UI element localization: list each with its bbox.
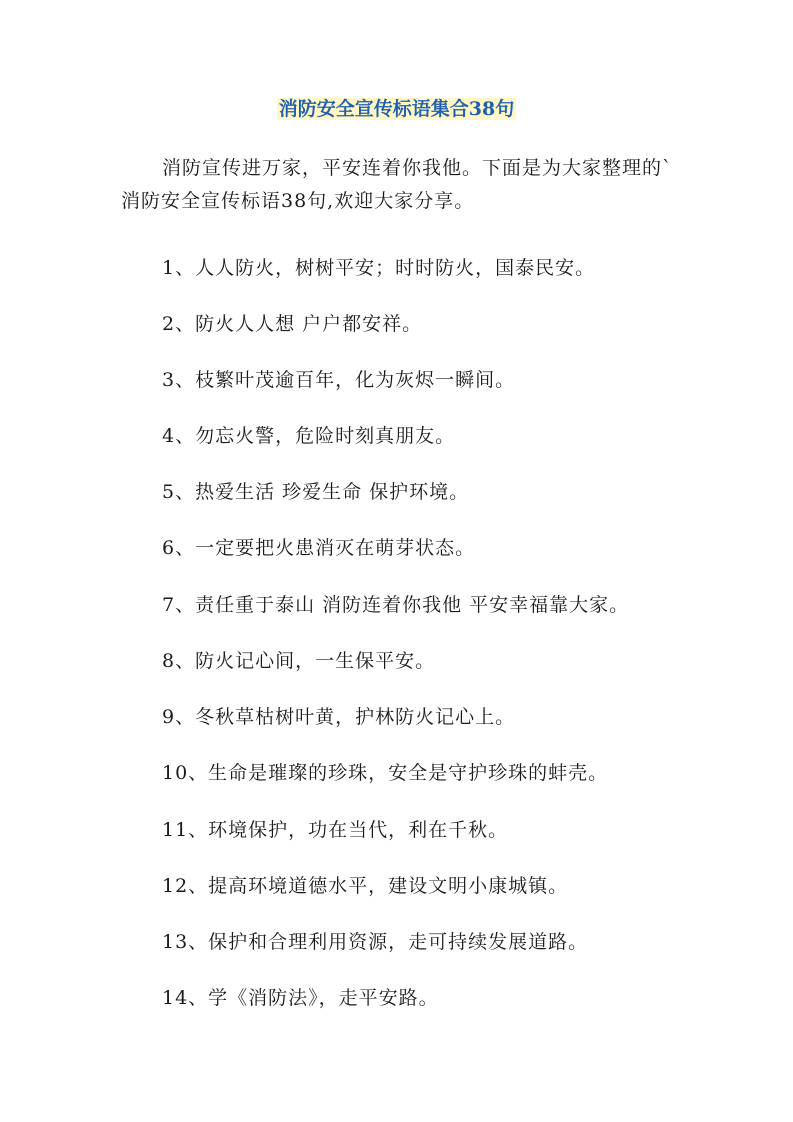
- list-item: 6、一定要把火患消灭在萌芽状态。: [162, 537, 476, 559]
- list-item: 4、勿忘火警，危险时刻真朋友。: [162, 425, 456, 447]
- list-item: 12、提高环境道德水平，建设文明小康城镇。: [162, 875, 569, 897]
- document-title: [0, 94, 793, 124]
- list-item: 9、冬秋草枯树叶黄，护林防火记心上。: [162, 706, 516, 728]
- list-item: 7、责任重于泰山 消防连着你我他 平安幸福靠大家。: [162, 594, 630, 616]
- list-item: 11、环境保护，功在当代，利在千秋。: [162, 819, 509, 841]
- document-title-text: 消防安全宣传标语集合38句: [278, 98, 515, 120]
- list-item: 1、人人防火，树树平安；时时防火，国泰民安。: [162, 257, 596, 279]
- list-item: 2、防火人人想 户户都安祥。: [162, 313, 423, 335]
- list-item: 8、防火记心间，一生保平安。: [162, 650, 436, 672]
- list-item: 13、保护和合理利用资源，走可持续发展道路。: [162, 931, 589, 953]
- list-item: 14、学《消防法》，走平安路。: [162, 987, 439, 1009]
- list-item: 10、生命是璀璨的珍珠，安全是守护珍珠的蚌壳。: [162, 762, 609, 784]
- list-item: 3、枝繁叶茂逾百年，化为灰烬一瞬间。: [162, 369, 516, 391]
- intro-paragraph: 消防宣传进万家，平安连着你我他。下面是为大家整理的`消防安全宣传标语38句,欢迎大家分享。: [121, 157, 673, 212]
- list-item: 5、热爱生活 珍爱生命 保护环境。: [162, 481, 470, 503]
